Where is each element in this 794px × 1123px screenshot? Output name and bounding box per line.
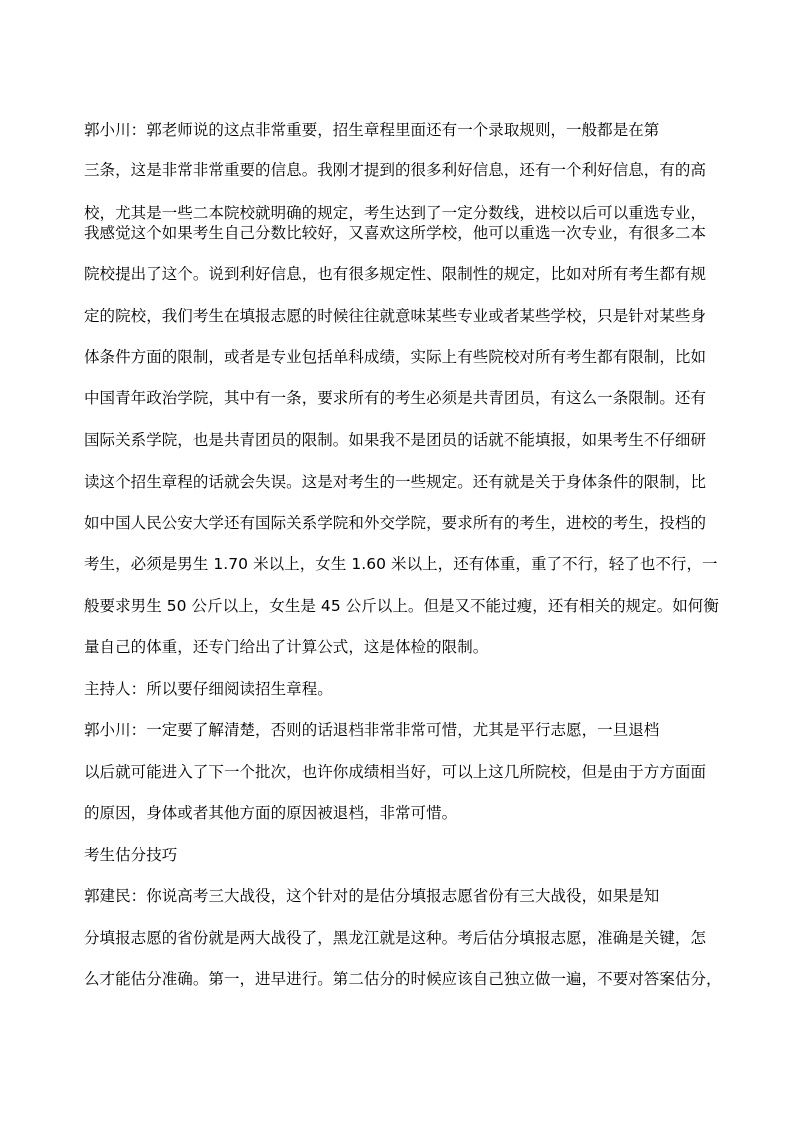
text-line: 考生，必须是男生 1.70 米以上，女生 1.60 米以上，还有体重，重了不行，轻了也不行，一 (84, 555, 718, 573)
text-line: 我感觉这个如果考生自己分数比较好，又喜欢这所学校，他可以重选一次专业，有很多二本 (84, 224, 707, 242)
text-line: 如中国人民公安大学还有国际关系学院和外交学院，要求所有的考生，进校的考生，投档的 (84, 514, 707, 532)
text-line: 以后就可能进入了下一个批次，也许你成绩相当好，可以上这几所院校，但是由于方方面面 (84, 763, 707, 781)
text-line: 郭小川：郭老师说的这点非常重要，招生章程里面还有一个录取规则，一般都是在第 (84, 121, 660, 139)
text-line: 的原因，身体或者其他方面的原因被退档，非常可惜。 (84, 804, 458, 822)
text-line: 量自己的体重，还专门给出了计算公式，这是体检的限制。 (84, 638, 489, 656)
text-line: 三条，这是非常非常重要的信息。我刚才提到的很多利好信息，还有一个利好信息，有的高 (84, 161, 707, 179)
text-line: 国际关系学院，也是共青团员的限制。如果我不是团员的话就不能填报，如果考生不仔细研 (84, 431, 707, 449)
text-line: 么才能估分准确。第一，进早进行。第二估分的时候应该自己独立做一遍，不要对答案估分， (84, 970, 722, 988)
text-line: 郭小川：一定要了解清楚，否则的话退档非常非常可惜，尤其是平行志愿，一旦退档 (84, 721, 660, 739)
text-line: 中国青年政治学院，其中有一条，要求所有的考生必须是共青团员，有这么一条限制。还有 (84, 389, 707, 407)
section-heading: 考生估分技巧 (84, 846, 178, 864)
text-line: 般要求男生 50 公斤以上，女生是 45 公斤以上。但是又不能过瘦，还有相关的规定。如何衡 (84, 597, 719, 615)
text-line: 院校提出了这个。说到利好信息，也有很多规定性、限制性的规定，比如对所有考生都有规 (84, 265, 707, 283)
text-line: 主持人：所以要仔细阅读招生章程。 (84, 680, 333, 698)
text-line: 校，尤其是一些二本院校就明确的规定，考生达到了一定分数线，进校以后可以重选专业， (84, 204, 707, 222)
text-line: 分填报志愿的省份就是两大战役了，黑龙江就是这种。考后估分填报志愿，准确是关键，怎 (84, 929, 707, 947)
text-line: 定的院校，我们考生在填报志愿的时候往往就意味某些专业或者某些学校，只是针对某些身 (84, 307, 707, 325)
text-line: 读这个招生章程的话就会失误。这是对考生的一些规定。还有就是关于身体条件的限制，比 (84, 473, 707, 491)
text-line: 郭建民：你说高考三大战役，这个针对的是估分填报志愿省份有三大战役，如果是知 (84, 887, 660, 905)
text-line: 体条件方面的限制，或者是专业包括单科成绩，实际上有些院校对所有考生都有限制，比如 (84, 348, 707, 366)
